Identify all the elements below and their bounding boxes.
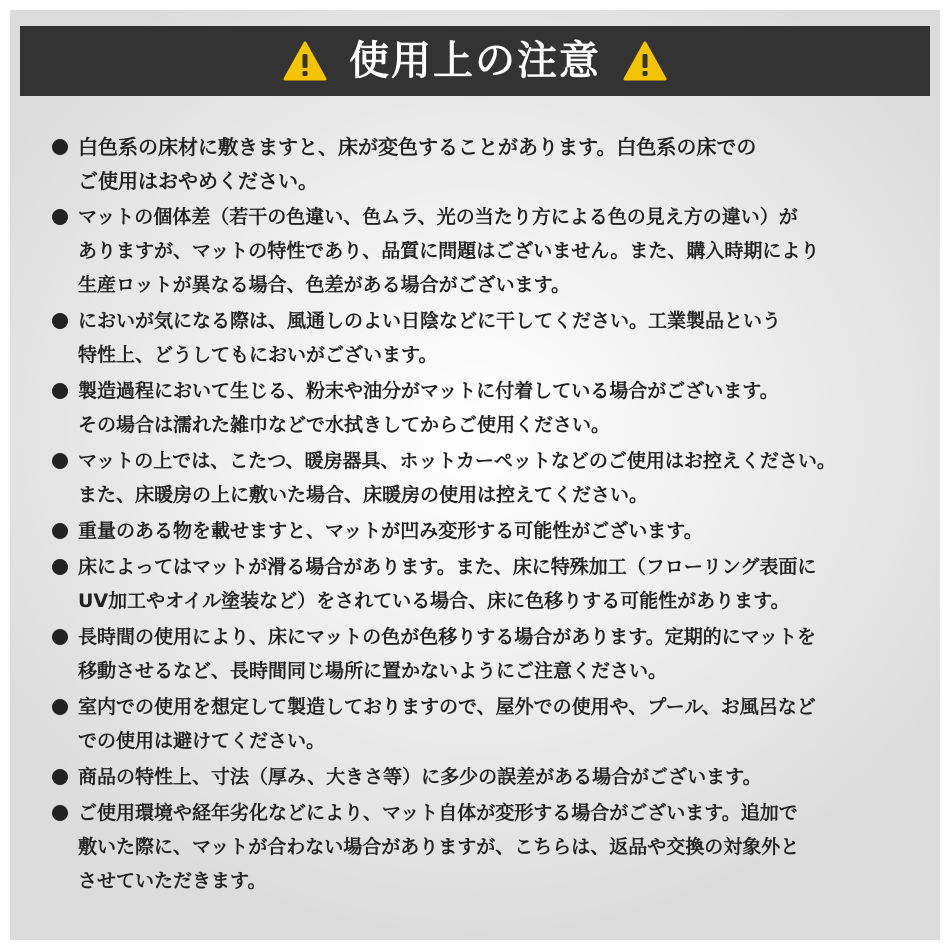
note-line: 床によってはマットが滑る場合があります。また、床に特殊加工（フローリング表面に	[78, 556, 817, 578]
list-item	[50, 200, 920, 302]
header-bar	[20, 26, 930, 96]
note-line: 敷いた際に、マットが合わない場合がありますが、こちらは、返品や交換の対象外と	[78, 836, 800, 858]
bullet-icon	[52, 209, 68, 225]
list-item	[50, 760, 920, 794]
note-line: その場合は濡れた雑巾などで水拭きしてからご使用ください。	[78, 414, 611, 436]
note-line: させていただきます。	[78, 870, 267, 892]
bullet-icon	[52, 383, 68, 399]
bullet-icon	[52, 559, 68, 575]
page-title: 使用上の注意	[349, 38, 601, 84]
bullet-icon	[52, 699, 68, 715]
note-line: UV加工やオイル塗装など）をされている場合、床に色移りする可能性があります。	[78, 590, 790, 612]
bullet-icon	[52, 629, 68, 645]
note-line: 長時間の使用により、床にマットの色が色移りする場合があります。定期的にマットを	[78, 626, 816, 648]
note-line: ご使用はおやめください。	[78, 169, 318, 193]
list-item	[50, 550, 920, 618]
note-line: 白色系の床材に敷きますと、床が変色することがあります。白色系の床での	[78, 135, 757, 159]
bullet-icon	[52, 769, 68, 785]
note-line: マットの上では、こたつ、暖房器具、ホットカーペットなどのご使用はお控えください。	[78, 450, 836, 472]
note-line: 商品の特性上、寸法（厚み、大きさ等）に多少の誤差がある場合がございます。	[78, 766, 762, 788]
note-line: また、床暖房の上に敷いた場合、床暖房の使用は控えてください。	[78, 484, 649, 506]
note-line: 特性上、どうしてもにおいがございます。	[78, 344, 438, 366]
note-line: ありますが、マットの特性であり、品質に問題はございません。また、購入時期により	[78, 240, 820, 262]
note-line: 生産ロットが異なる場合、色差がある場合がございます。	[78, 274, 571, 296]
list-item	[50, 514, 920, 548]
bullet-icon	[52, 139, 68, 155]
bullet-icon	[52, 523, 68, 539]
list-item	[50, 796, 920, 898]
bullet-icon	[52, 453, 68, 469]
list-item	[50, 374, 920, 442]
note-line: マットの個体差（若干の色違い、色ムラ、光の当たり方による色の見え方の違い）が	[78, 206, 798, 228]
note-line: においが気になる際は、風通しのよい日陰などに干してください。工業製品という	[78, 310, 782, 332]
caution-list	[50, 130, 920, 900]
note-line: 重量のある物を載せますと、マットが凹み変形する可能性がございます。	[78, 520, 703, 542]
bullet-icon	[52, 805, 68, 821]
note-line: での使用は避けてください。	[78, 730, 326, 752]
list-item	[50, 304, 920, 372]
list-item	[50, 130, 920, 198]
warning-icon	[623, 41, 667, 81]
list-item	[50, 690, 920, 758]
note-line: ご使用環境や経年劣化などにより、マット自体が変形する場合がございます。追加で	[78, 802, 798, 824]
notice-panel	[10, 10, 940, 940]
note-line: 室内での使用を想定して製造しておりますので、屋外での使用や、プール、お風呂など	[78, 696, 816, 718]
bullet-icon	[52, 313, 68, 329]
note-line: 製造過程において生じる、粉末や油分がマットに付着している場合がございます。	[78, 380, 779, 402]
list-item	[50, 620, 920, 688]
warning-icon	[283, 41, 327, 81]
note-line: 移動させるなど、長時間同じ場所に置かないようにご注意ください。	[78, 660, 668, 682]
list-item	[50, 444, 920, 512]
